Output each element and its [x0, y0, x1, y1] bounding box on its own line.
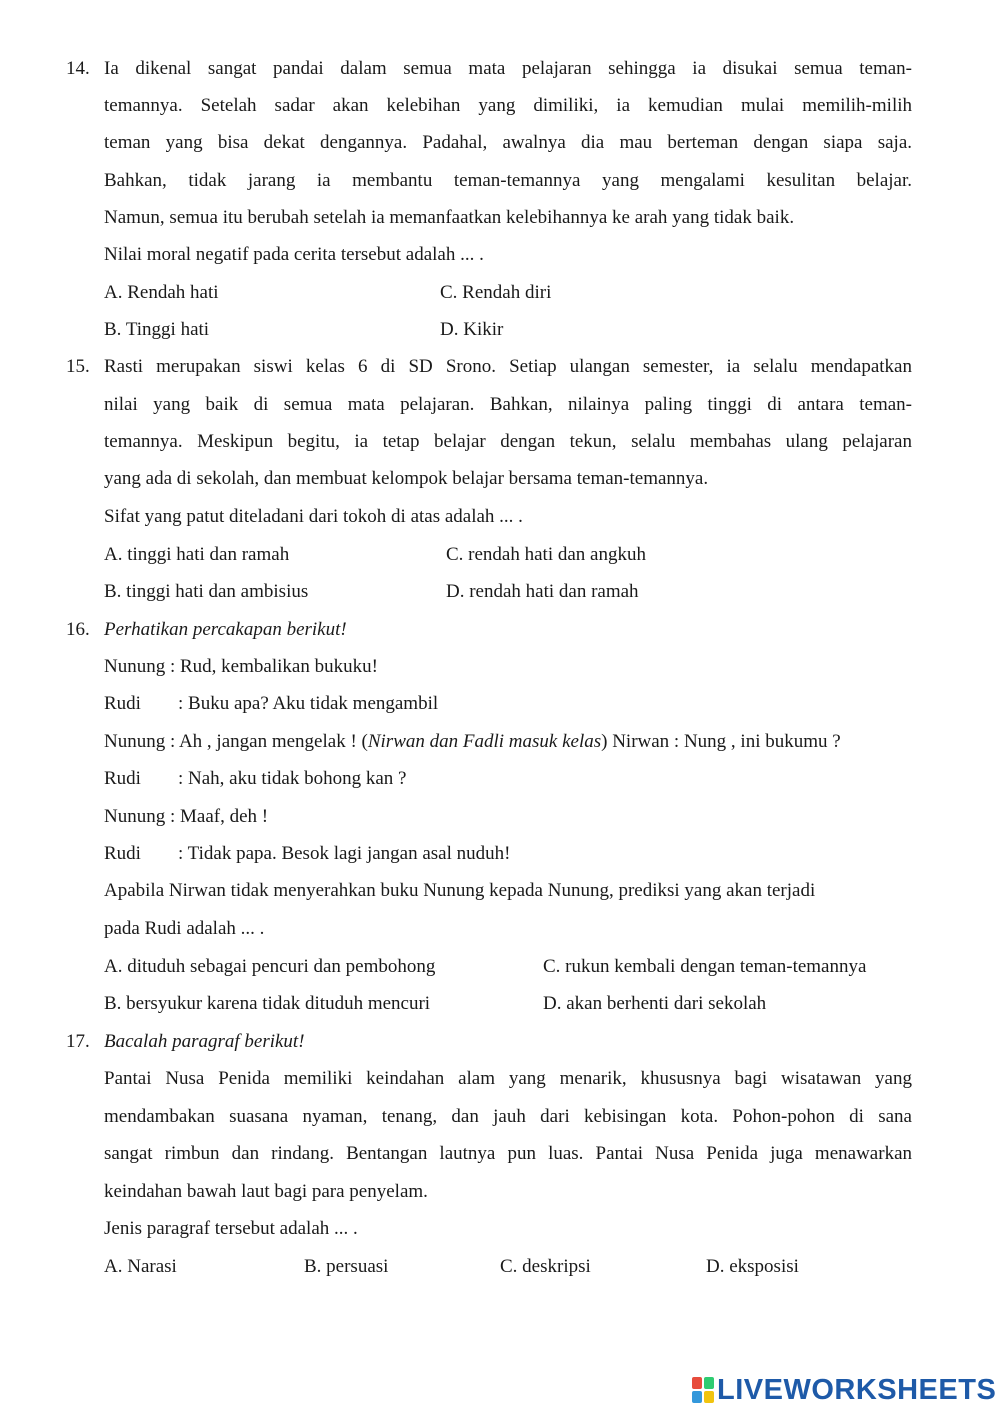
q15-text-line-2: nilai yang baik di semua mata pelajaran. Bahkan, nilainya paling tinggi di antara teman-	[104, 394, 912, 415]
q16-option-b[interactable]: B. bersyukur karena tidak dituduh mencuri	[104, 993, 431, 1014]
q16-dialog-line-1	[104, 655, 378, 679]
logo-square-blue	[692, 1391, 702, 1403]
q17-text-line-1: Pantai Nusa Penida memiliki keindahan alam yang menarik, khususnya bagi wisatawan yang	[104, 1068, 912, 1089]
dialog-text: : Tidak papa. Besok lagi jangan asal nuduh!	[178, 843, 511, 864]
q16-option-c[interactable]: C. rukun kembali dengan teman-temannya	[543, 956, 867, 977]
dialog-text: : Ah , jangan mengelak ! (	[169, 731, 368, 752]
q14-text-line-5: Namun, semua itu berubah setelah ia memanfaatkan kelebihannya ke arah yang tidak baik.	[104, 207, 795, 228]
dialog-text: : Nah, aku tidak bohong kan ?	[178, 768, 407, 789]
q17-question: Jenis paragraf tersebut adalah ... .	[104, 1218, 358, 1239]
q14-text-line-3: teman yang bisa dekat dengannya. Padahal, awalnya dia mau berteman dengan siapa saja.	[104, 132, 912, 153]
q16-question-line-2: pada Rudi adalah ... .	[104, 918, 265, 939]
q17-text-line-3: sangat rimbun dan rindang. Bentangan lautnya pun luas. Pantai Nusa Penida juga menawarkan	[104, 1143, 912, 1164]
stage-direction: Nirwan dan Fadli masuk kelas	[367, 731, 602, 752]
dialog-speaker: Nunung	[104, 806, 166, 827]
dialog-speaker: Rudi	[104, 768, 141, 789]
q16-dialog-line-2	[104, 692, 438, 716]
liveworksheets-logo-text: LIVEWORKSHEETS	[717, 1373, 997, 1406]
dialog-speaker: Rudi	[104, 843, 141, 864]
q14-option-c[interactable]: C. Rendah diri	[440, 282, 552, 303]
liveworksheets-logo	[692, 1373, 996, 1407]
liveworksheets-logo-icon	[692, 1377, 714, 1403]
dialog-speaker: Rudi	[104, 693, 141, 714]
q16-option-a[interactable]: A. dituduh sebagai pencuri dan pembohong	[104, 956, 436, 977]
logo-square-green	[704, 1377, 714, 1389]
q14-question: Nilai moral negatif pada cerita tersebut adalah ... .	[104, 244, 484, 265]
q15-option-b[interactable]: B. tinggi hati dan ambisius	[104, 581, 309, 602]
q17-option-a[interactable]: A. Narasi	[104, 1256, 177, 1277]
q15-text-line-4: yang ada di sekolah, dan membuat kelompok belajar bersama teman-temannya.	[104, 468, 709, 489]
question-17-number: 17.	[66, 1031, 90, 1052]
q17-text-line-2: mendambakan suasana nyaman, tenang, dan jauh dari kebisingan kota. Pohon-pohon di sana	[104, 1106, 912, 1127]
q15-question: Sifat yang patut diteladani dari tokoh di atas adalah ... .	[104, 506, 523, 527]
q16-dialog-line-4	[104, 767, 406, 791]
q14-option-d[interactable]: D. Kikir	[440, 319, 504, 340]
q15-text-line-3: temannya. Meskipun begitu, ia tetap belajar dengan tekun, selalu membahas ulang pelajaran	[104, 431, 912, 452]
q16-question-line-1: Apabila Nirwan tidak menyerahkan buku Nunung kepada Nunung, prediksi yang akan terjadi	[104, 880, 816, 901]
dialog-speaker: Nunung	[104, 731, 166, 752]
q16-dialog-line-3	[104, 730, 841, 754]
question-15-number: 15.	[66, 356, 90, 377]
dialog-text: : Maaf, deh !	[169, 806, 269, 827]
dialog-text: : Rud, kembalikan bukuku!	[169, 656, 378, 677]
q16-dialog-line-6	[104, 842, 510, 866]
q17-option-d[interactable]: D. eksposisi	[706, 1256, 799, 1277]
q16-instruction: Perhatikan percakapan berikut!	[104, 619, 347, 640]
q15-option-d[interactable]: D. rendah hati dan ramah	[446, 581, 639, 602]
question-16-number: 16.	[66, 619, 90, 640]
dialog-text: : Buku apa? Aku tidak mengambil	[178, 693, 439, 714]
q14-option-b[interactable]: B. Tinggi hati	[104, 319, 210, 340]
q16-option-d[interactable]: D. akan berhenti dari sekolah	[543, 993, 767, 1014]
dialog-speaker: Nunung	[104, 656, 166, 677]
q14-text-line-1: Ia dikenal sangat pandai dalam semua mata pelajaran sehingga ia disukai semua teman-	[104, 58, 912, 79]
logo-square-red	[692, 1377, 702, 1389]
q16-dialog-line-5	[104, 805, 268, 829]
q17-option-b[interactable]: B. persuasi	[304, 1256, 389, 1277]
q17-option-c[interactable]: C. deskripsi	[500, 1256, 591, 1277]
q15-option-c[interactable]: C. rendah hati dan angkuh	[446, 544, 646, 565]
logo-square-yellow	[704, 1391, 714, 1403]
question-14-number: 14.	[66, 58, 90, 79]
q14-text-line-2: temannya. Setelah sadar akan kelebihan yang dimiliki, ia kemudian mulai memilih-milih	[104, 95, 912, 116]
q14-text-line-4: Bahkan, tidak jarang ia membantu teman-temannya yang mengalami kesulitan belajar.	[104, 170, 912, 191]
dialog-text-continued: ) Nirwan : Nung , ini bukumu ?	[601, 731, 841, 752]
q17-instruction: Bacalah paragraf berikut!	[104, 1031, 305, 1052]
q17-text-line-4: keindahan bawah laut bagi para penyelam.	[104, 1181, 428, 1202]
q14-option-a[interactable]: A. Rendah hati	[104, 282, 219, 303]
q15-option-a[interactable]: A. tinggi hati dan ramah	[104, 544, 290, 565]
q15-text-line-1: Rasti merupakan siswi kelas 6 di SD Srono. Setiap ulangan semester, ia selalu mendapatkan	[104, 356, 912, 377]
